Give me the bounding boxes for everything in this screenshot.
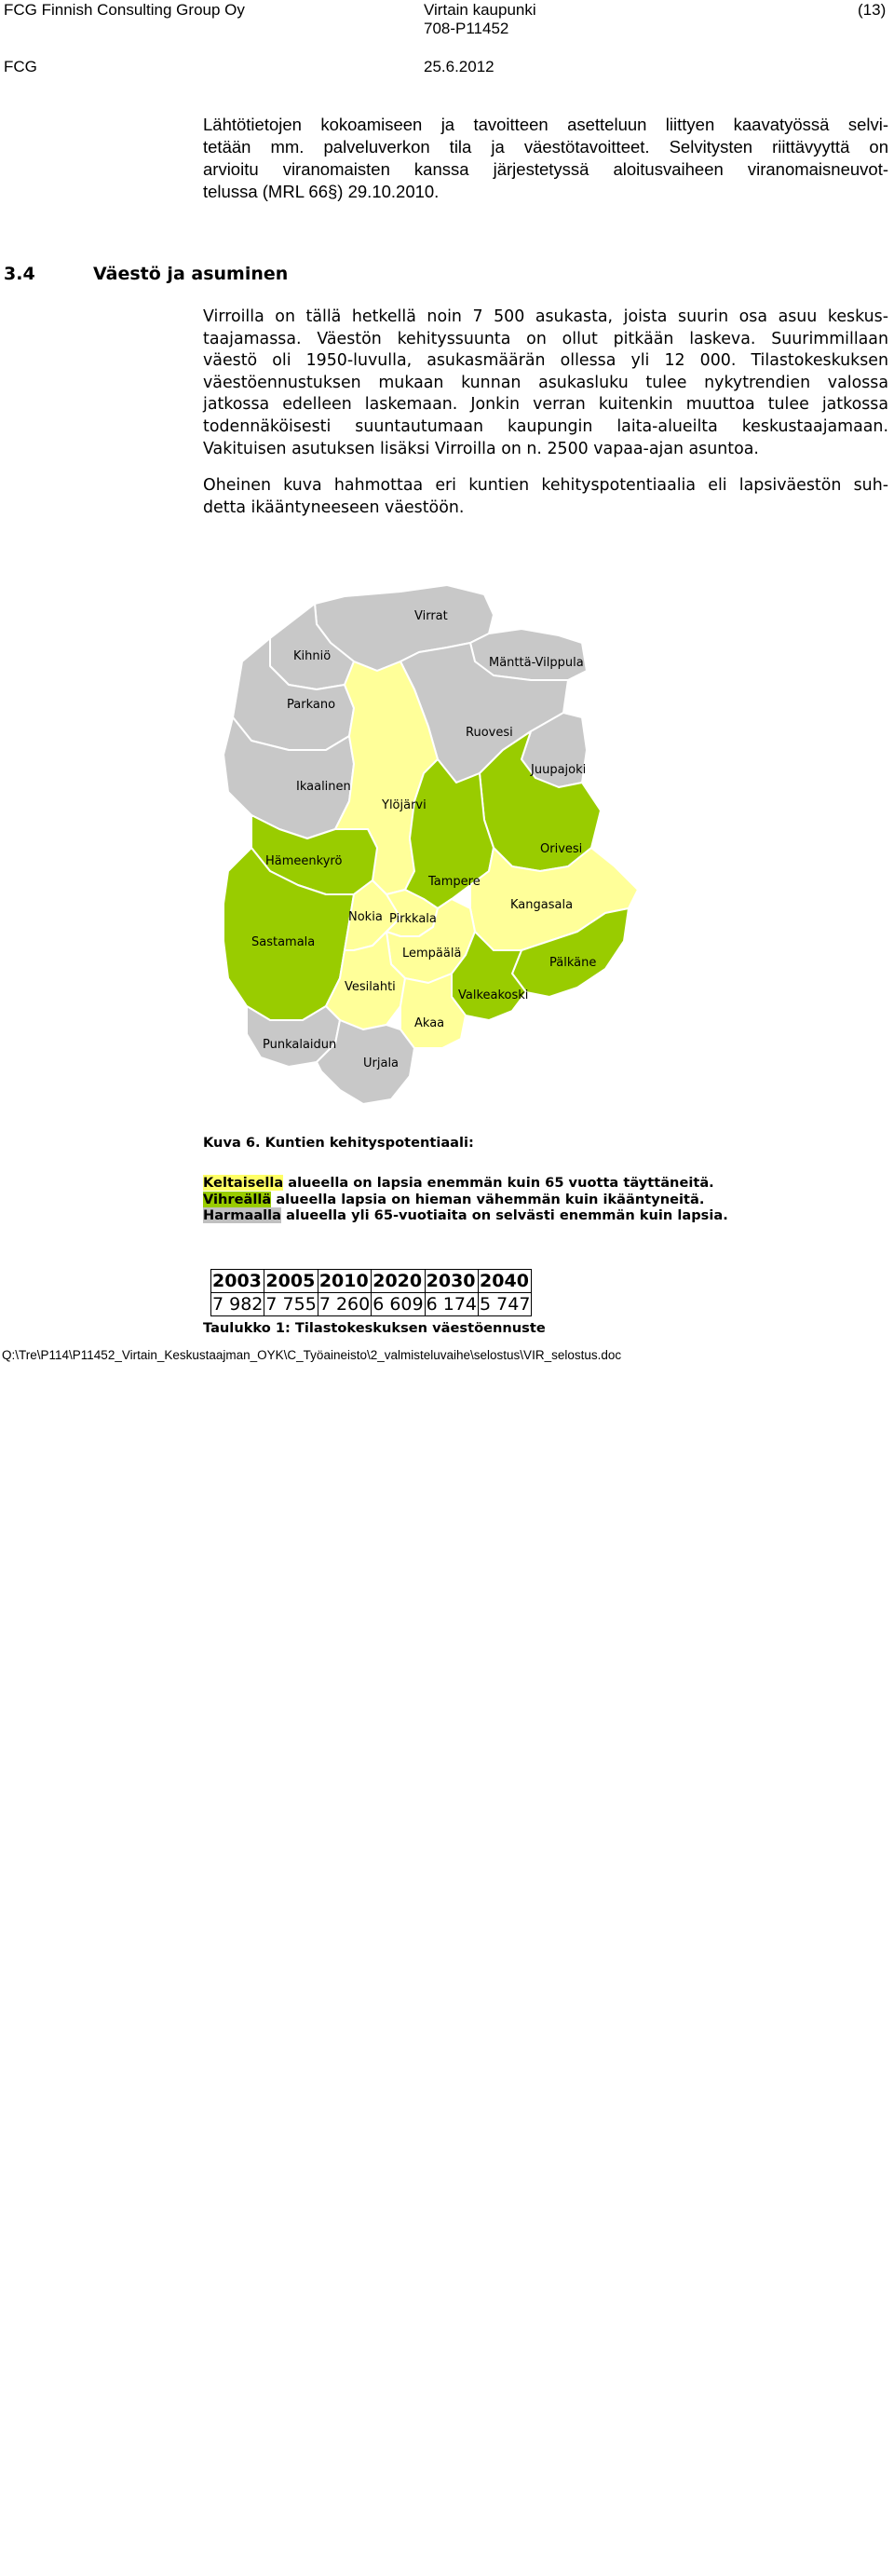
map-intro-paragraph <box>203 475 888 519</box>
legend-gray-key: Harmaalla <box>203 1207 282 1223</box>
population-paragraph <box>203 307 888 460</box>
legend-yellow <box>203 1175 855 1192</box>
text-line: detta ikääntyneeseen väestöön. <box>203 497 465 517</box>
header-project: 708-P11452 <box>424 20 509 37</box>
label-akaa: Akaa <box>414 1016 445 1030</box>
header-page-number: (13) <box>858 1 887 19</box>
label-kangasala: Kangasala <box>510 898 574 912</box>
intro-paragraph <box>203 114 888 203</box>
table-cell: 7 755 <box>265 1294 317 1315</box>
header-company: FCG Finnish Consulting Group Oy <box>4 1 245 19</box>
table-cell: 2030 <box>425 1270 478 1293</box>
map-legend <box>203 1175 855 1224</box>
label-lempaala: Lempäälä <box>402 947 462 961</box>
label-manttavilppula: Mänttä-Vilppula <box>489 656 584 670</box>
label-pirkkala: Pirkkala <box>389 912 437 926</box>
header-date: 25.6.2012 <box>424 58 494 75</box>
text-line: tetään mm. palveluverkon tila ja väestötavoitteet. Selvitysten riittävyyttä on <box>203 137 888 157</box>
label-virrat: Virrat <box>414 609 448 623</box>
text-line: väestöennustuksen mukaan kunnan asukasluku tulee nykytrendien valossa <box>203 373 888 392</box>
figure-caption: Kuva 6. Kuntien kehityspotentiaali: <box>203 1135 474 1151</box>
table-cell: 6 609 <box>372 1294 424 1315</box>
text-line: jatkossa edelleen laskemaan. Jonkin verran kuitenkin muuttoa tulee jatkossa <box>203 395 888 415</box>
label-juupajoki: Juupajoki <box>531 763 587 777</box>
header-client: Virtain kaupunki <box>424 1 536 19</box>
footer-file-path: Q:\Tre\P114\P11452_Virtain_Keskustaajman_OYK\C_Työaineisto\2_valmisteluvaihe\selostus\VIR_selostus.doc <box>2 1348 622 1362</box>
section-number: 3.4 <box>4 264 35 284</box>
table-cell: 5 747 <box>480 1294 531 1315</box>
table-cell: 2003 <box>211 1270 264 1293</box>
legend-gray <box>203 1207 855 1224</box>
section-title: Väestö ja asuminen <box>93 264 289 284</box>
label-kihnio: Kihniö <box>293 649 332 663</box>
table-row-years <box>211 1270 532 1293</box>
table-cell: 2010 <box>318 1270 371 1293</box>
municipality-map <box>219 1211 647 2576</box>
text-line: taajamassa. Väestön kehityssuunta on ollut pitkään laskeva. Suurimmillaan <box>203 329 888 348</box>
label-hameenkyro: Hämeenkyrö <box>265 854 343 868</box>
label-urjala: Urjala <box>363 1056 400 1070</box>
label-palkane: Pälkäne <box>549 956 597 970</box>
table-cell: 2040 <box>479 1270 532 1293</box>
text-line: Vakituisen asutuksen lisäksi Virroilla on n. 2500 vapaa-ajan asuntoa. <box>203 439 759 458</box>
table-cell: 7 982 <box>212 1294 264 1315</box>
legend-yellow-text: alueella on lapsia enemmän kuin 65 vuotta täyttäneitä. <box>283 1175 714 1191</box>
legend-green <box>203 1192 855 1208</box>
table-cell: 7 260 <box>318 1294 371 1315</box>
legend-yellow-key: Keltaisella <box>203 1175 284 1191</box>
label-nokia: Nokia <box>348 910 383 924</box>
label-sastamala: Sastamala <box>251 935 316 949</box>
table-cell: 6 174 <box>426 1294 478 1315</box>
label-punkalaidun: Punkalaidun <box>263 1038 337 1052</box>
table-cell: 2005 <box>264 1270 318 1293</box>
legend-green-key: Vihreällä <box>203 1191 272 1207</box>
label-orivesi: Orivesi <box>540 842 583 856</box>
text-line: Virroilla on tällä hetkellä noin 7 500 asukasta, joista suurin osa asuu keskus- <box>203 307 888 326</box>
header-abbrev: FCG <box>4 58 37 75</box>
label-ruovesi: Ruovesi <box>466 726 513 740</box>
table-cell: 2020 <box>372 1270 425 1293</box>
text-line: telussa (MRL 66§) 29.10.2010. <box>203 182 440 201</box>
label-ikaalinen: Ikaalinen <box>296 780 351 794</box>
pirkanmaa-map <box>214 550 652 1118</box>
label-tampere: Tampere <box>428 875 481 889</box>
text-line: arvioitu viranomaisten kanssa järjestetyssä aloitusvaiheen viranomaisneuvot- <box>203 159 888 179</box>
table-caption: Taulukko 1: Tilastokeskuksen väestöennuste <box>203 1320 546 1336</box>
label-vesilahti: Vesilahti <box>345 980 396 994</box>
text-line: Lähtötietojen kokoamiseen ja tavoitteen asetteluun liittyen kaavatyössä selvi- <box>203 115 888 134</box>
table-row-values <box>211 1293 532 1316</box>
text-line: Oheinen kuva hahmottaa eri kuntien kehityspotentiaalia eli lapsiväestön suh- <box>203 476 888 495</box>
legend-green-text: alueella lapsia on hieman vähemmän kuin ikääntyneitä. <box>271 1191 705 1207</box>
label-ylojarvi: Ylöjärvi <box>382 798 427 812</box>
label-valkeakoski: Valkeakoski <box>458 988 529 1002</box>
text-line: todennäköisesti suuntautumaan kaupungin laita-alueilta keskustaajamaan. <box>203 416 888 436</box>
label-parkano: Parkano <box>287 698 336 712</box>
legend-gray-text: alueella yli 65-vuotiaita on selvästi enemmän kuin lapsia. <box>281 1207 728 1223</box>
population-forecast-table <box>210 1269 532 1316</box>
text-line: väestö oli 1950-luvulla, asukasmäärän ollessa yli 12 000. Tilastokeskuksen <box>203 351 888 371</box>
